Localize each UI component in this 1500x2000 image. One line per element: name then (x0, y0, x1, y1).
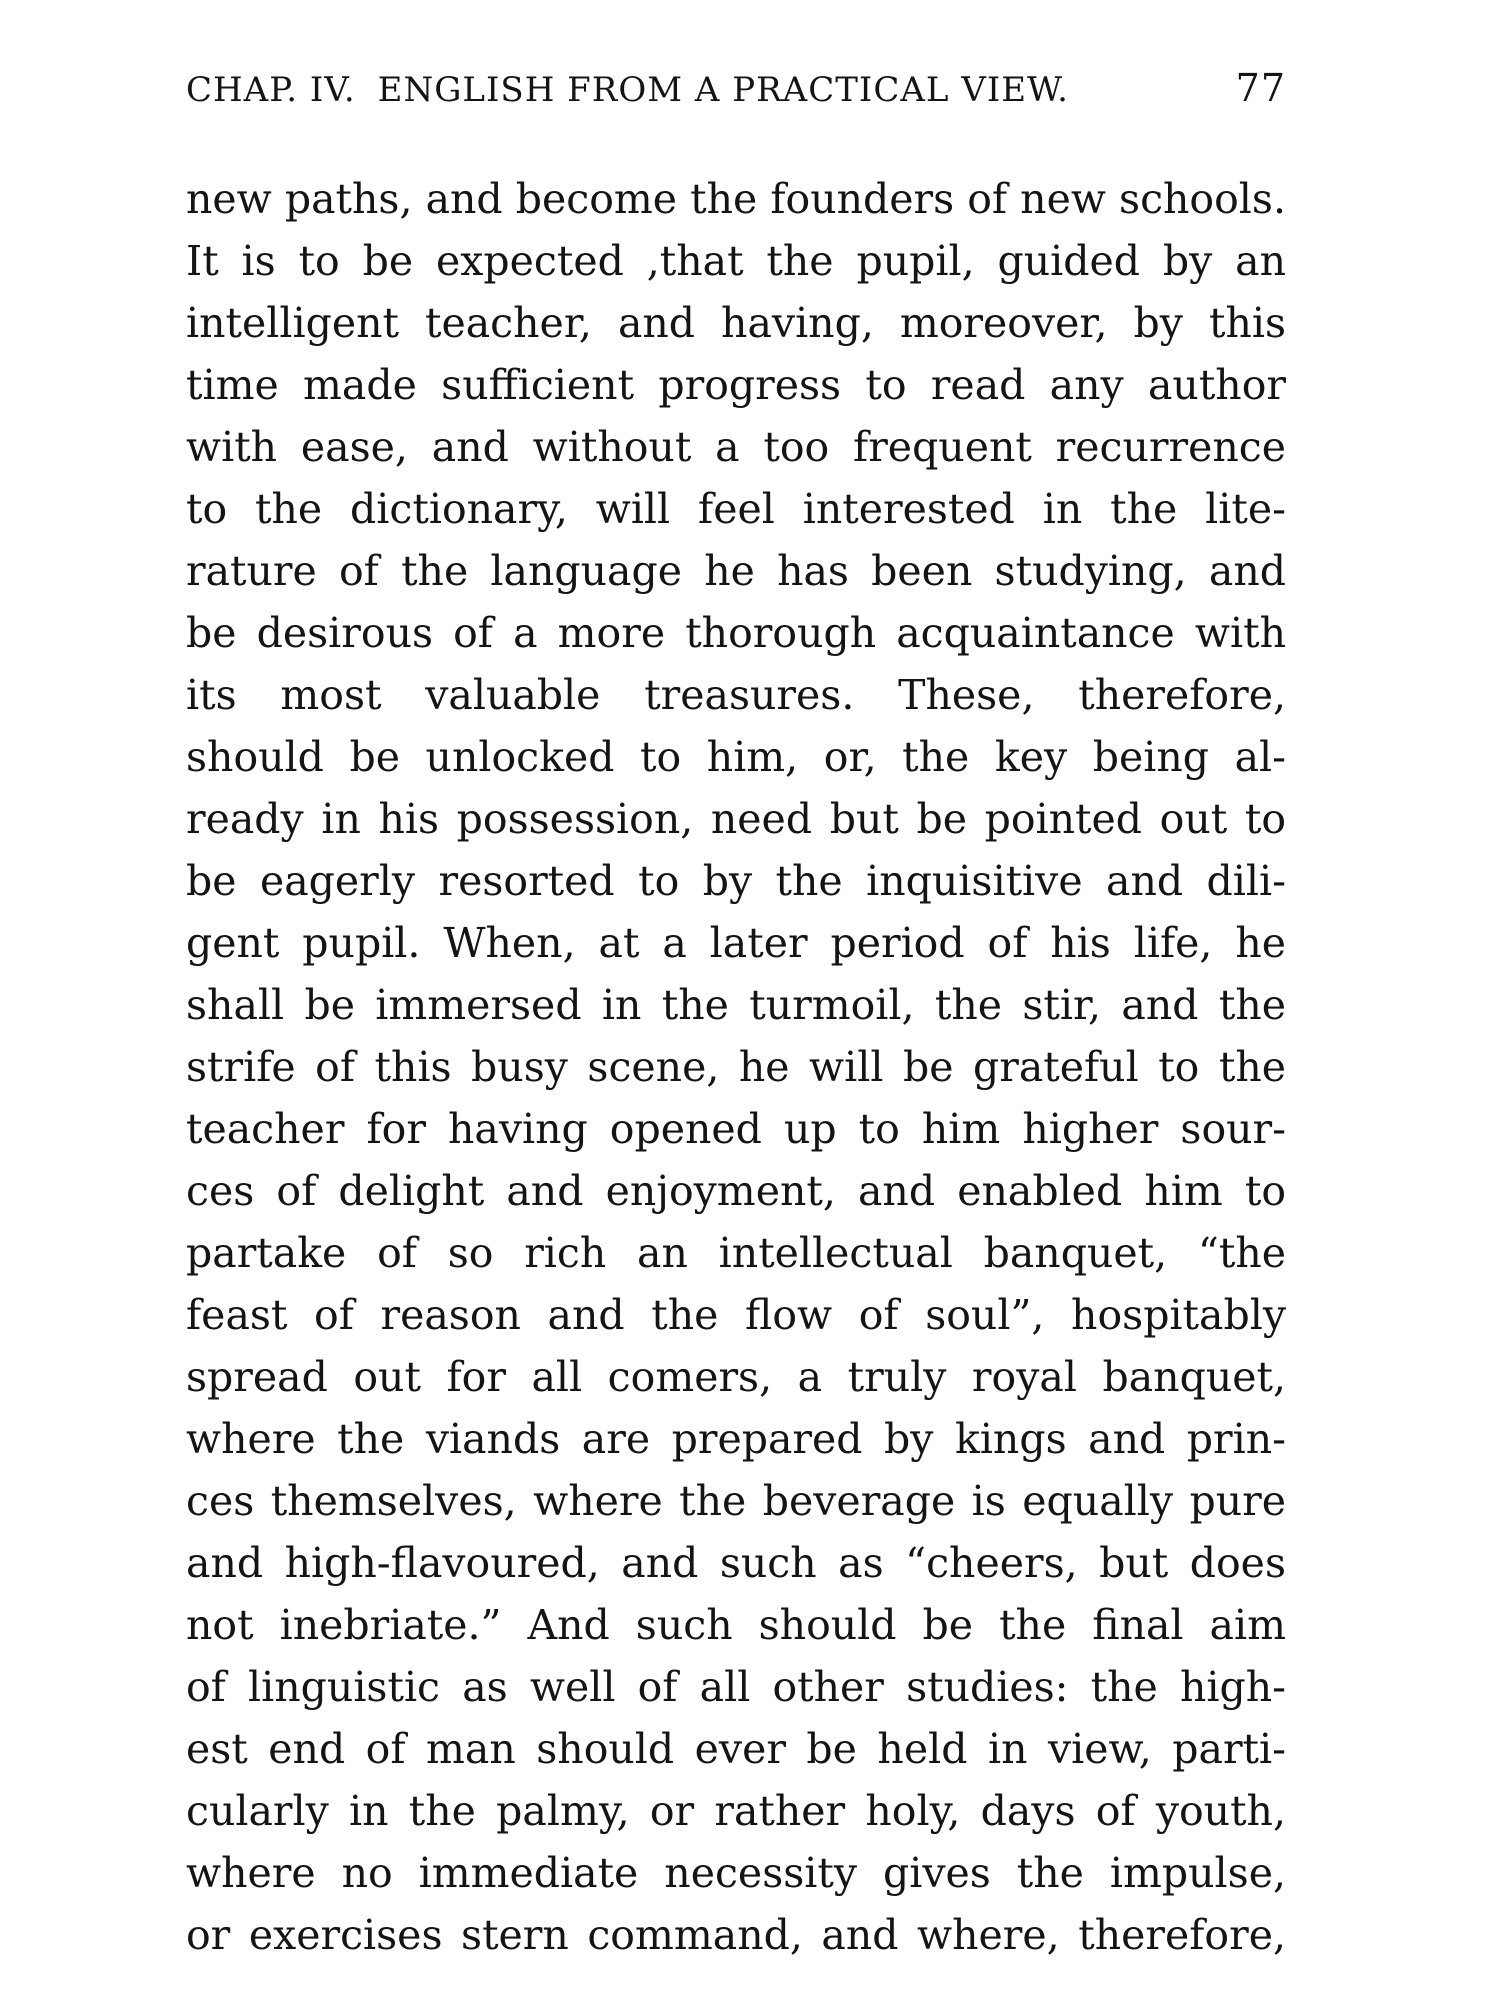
page-number: 77 (1235, 66, 1286, 110)
text-line: partake of so rich an intellectual banquet, “the (186, 1229, 1286, 1277)
text-line: to the dictionary, will feel interested in the lite- (186, 485, 1286, 533)
body-text (186, 168, 1286, 1966)
text-line: with ease, and without a too frequent recurrence (186, 423, 1286, 471)
running-head (186, 66, 1286, 110)
text-line: of linguistic as well of all other studies: the high- (186, 1663, 1286, 1711)
text-line: shall be immersed in the turmoil, the stir, and the (186, 981, 1286, 1029)
text-line: intelligent teacher, and having, moreover, by this (186, 299, 1286, 347)
text-line: est end of man should ever be held in view, parti- (186, 1725, 1286, 1773)
text-line: cularly in the palmy, or rather holy, days of youth, (186, 1787, 1286, 1835)
text-line: where no immediate necessity gives the impulse, (186, 1849, 1286, 1897)
text-line: be eagerly resorted to by the inquisitive and dili- (186, 857, 1286, 905)
text-line: not inebriate.” And such should be the final aim (186, 1601, 1286, 1649)
text-line: and high-flavoured, and such as “cheers, but does (186, 1539, 1286, 1587)
text-line: teacher for having opened up to him higher sour- (186, 1105, 1286, 1153)
text-line: ces of delight and enjoyment, and enabled him to (186, 1167, 1286, 1215)
text-line: strife of this busy scene, he will be grateful to the (186, 1043, 1286, 1091)
text-line: spread out for all comers, a truly royal banquet, (186, 1353, 1286, 1401)
text-line: time made sufficient progress to read any author (186, 361, 1286, 409)
text-line: or exercises stern command, and where, therefore, (186, 1911, 1286, 1959)
text-line: gent pupil. When, at a later period of his life, he (186, 919, 1286, 967)
text-line: should be unlocked to him, or, the key being al- (186, 733, 1286, 781)
text-line: It is to be expected ,that the pupil, guided by an (186, 237, 1286, 285)
text-line: new paths, and become the founders of new schools. (186, 175, 1286, 223)
text-line: feast of reason and the flow of soul”, hospitably (186, 1291, 1286, 1339)
text-line: ces themselves, where the beverage is equally pure (186, 1477, 1286, 1525)
chapter-label: CHAP. IV. (186, 70, 356, 110)
text-line: rature of the language he has been studying, and (186, 547, 1286, 595)
text-line: where the viands are prepared by kings and prin- (186, 1415, 1286, 1463)
text-line: ready in his possession, need but be pointed out to (186, 795, 1286, 843)
running-title: ENGLISH FROM A PRACTICAL VIEW. (377, 70, 1069, 110)
text-line: be desirous of a more thorough acquaintance with (186, 609, 1286, 657)
text-line: its most valuable treasures. These, therefore, (186, 671, 1286, 719)
